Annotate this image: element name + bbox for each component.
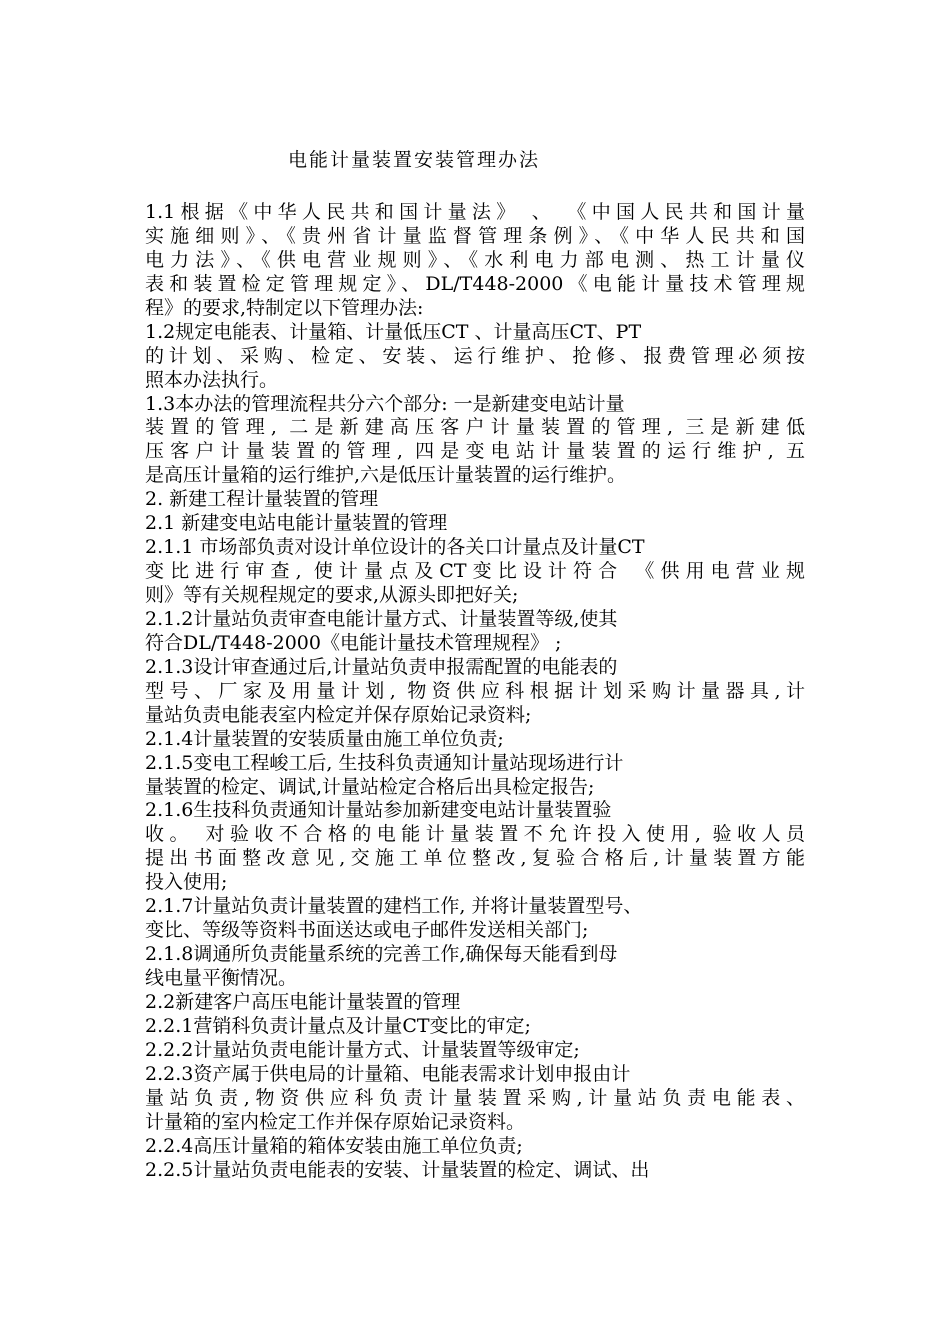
body-line: 1.3本办法的管理流程共分六个部分: 一是新建变电站计量 (145, 392, 625, 415)
body-line: 压客户计量装置的管理, 四是变电站计量装置的运行维护, 五 (145, 440, 805, 463)
body-line: 2.1.6生技科负责通知计量站参加新建变电站计量装置验 (145, 799, 612, 822)
body-line: 2.1.7计量站负责计量装置的建档工作, 并将计量装置型号、 (145, 895, 643, 918)
body-line: 2.1.4计量装置的安装质量由施工单位负责; (145, 727, 504, 750)
body-line: 则》等有关规程规定的要求,从源头即把好关; (145, 584, 519, 606)
document-body (145, 201, 805, 1182)
document-title: 电能计量装置安装管理办法 (288, 149, 541, 171)
body-line: 2.2.2计量站负责电能计量方式、计量装置等级审定; (145, 1038, 580, 1061)
body-line: 变比进行审查, 使计量点及CT变比设计符合 《供用电营业规 (145, 560, 805, 583)
body-line: 量装置的检定、调试,计量站检定合格后出具检定报告; (145, 775, 595, 798)
body-line: 装置的管理, 二是新建高压客户计量装置的管理, 三是新建低 (145, 416, 805, 439)
body-line: 变比、等级等资料书面送达或电子邮件发送相关部门; (145, 919, 589, 942)
body-line: 投入使用; (145, 871, 228, 894)
body-line: 量站负责电能表室内检定并保存原始记录资料; (145, 703, 532, 726)
body-line: 2. 新建工程计量装置的管理 (145, 488, 379, 511)
body-line: 照本办法执行。 (145, 368, 279, 391)
body-line: 2.2.1营销科负责计量点及计量CT变比的审定; (145, 1014, 531, 1037)
body-line: 提出书面整改意见,交施工单位整改,复验合格后,计量装置方能 (145, 847, 805, 870)
body-line: 2.2.4高压计量箱的箱体安装由施工单位负责; (145, 1134, 523, 1157)
body-line: 收。 对验收不合格的电能计量装置不允许投入使用, 验收人员 (145, 823, 805, 846)
body-line: 2.2.5计量站负责电能表的安装、计量装置的检定、调试、出 (145, 1158, 650, 1181)
body-line: 2.1 新建变电站电能计量装置的管理 (145, 512, 448, 535)
body-line: 2.1.8调通所负责能量系统的完善工作,确保每天能看到母 (145, 943, 618, 966)
body-line: 型号、厂家及用量计划, 物资供应科根据计划采购计量器具,计 (145, 679, 805, 702)
body-line: 1.1根据《中华人民共和国计量法》 、 《中国人民共和国计量 (145, 201, 805, 223)
body-line: 2.2新建客户高压电能计量装置的管理 (145, 990, 461, 1013)
body-line: 2.1.1 市场部负责对设计单位设计的各关口计量点及计量CT (145, 536, 645, 559)
body-line: 量站负责,物资供应科负责计量装置采购,计量站负责电能表、 (145, 1086, 805, 1109)
body-line: 计量箱的室内检定工作并保存原始记录资料。 (145, 1110, 526, 1133)
body-line: 的计划、采购、检定、安装、运行维护、抢修、报费管理必须按 (145, 344, 805, 367)
body-line: 程》的要求,特制定以下管理办法: (145, 296, 424, 319)
body-line: 是高压计量箱的运行维护,六是低压计量装置的运行维护。 (145, 464, 627, 487)
body-line: 2.1.5变电工程峻工后, 生技科负责通知计量站现场进行计 (145, 751, 624, 774)
body-line: 电力法》、《供电营业规则》、《水利电力部电测、热工计量仪 (145, 248, 805, 271)
body-line: 1.2规定电能表、计量箱、计量低压CT 、计量高压CT、PT (145, 320, 642, 343)
body-line: 表和装置检定管理规定》、DL/T448-2000《电能计量技术管理规 (145, 272, 805, 295)
body-line: 实施细则》、《贵州省计量监督管理条例》、《中华人民共和国 (145, 224, 805, 247)
body-line: 2.1.2计量站负责审查电能计量方式、计量装置等级,使其 (145, 607, 618, 630)
body-line: 线电量平衡情况。 (145, 967, 298, 989)
body-line: 2.2.3资产属于供电局的计量箱、电能表需求计划申报由计 (145, 1062, 631, 1085)
body-line: 符合DL/T448-2000《电能计量技术管理规程》 ; (145, 631, 562, 654)
body-line: 2.1.3设计审查通过后,计量站负责申报需配置的电能表的 (145, 655, 618, 678)
